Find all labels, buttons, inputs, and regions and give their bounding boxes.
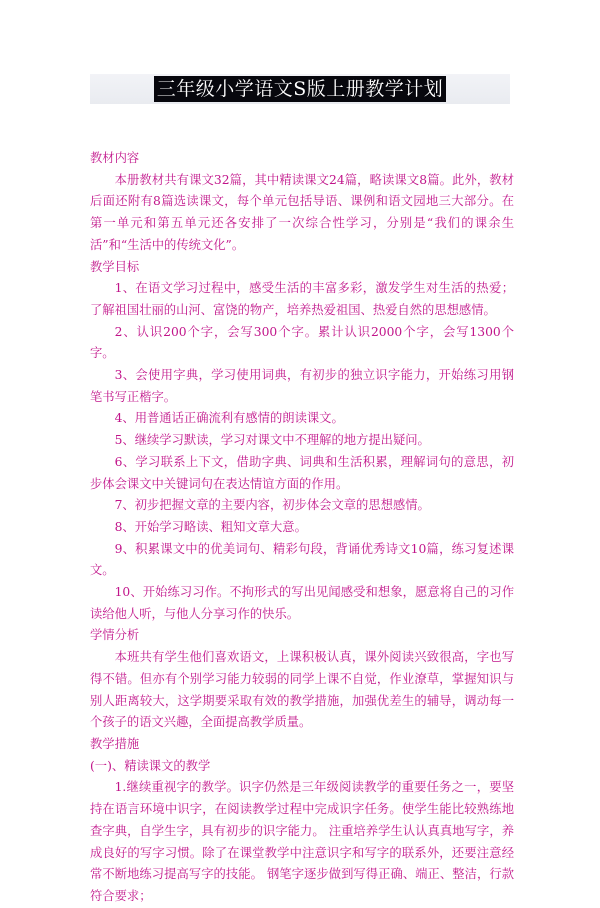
section-heading-analysis: 学情分析 — [90, 628, 140, 643]
goal-item-5: 5、继续学习默读，学习对课文中不理解的地方提出疑问。 — [114, 433, 430, 448]
goal-item-2: 2、认识200个字，会写300个字。累计认识2000个字，会写1300个字。 — [90, 324, 514, 361]
goal-item-9: 9、积累课文中的优美词句、精彩句段，背诵优秀诗文10篇，练习复述课文。 — [90, 541, 514, 578]
section-heading-materials: 教材内容 — [90, 151, 140, 165]
section-heading-goals: 教学目标 — [90, 259, 140, 274]
paragraph-materials: 本册教材共有课文32篇，其中精读课文24篇，略读课文8篇。此外，教材后面还附有8篇选读课文，每个单元包括导语、课例和语文园地三大部分。在第一单元和第五单元还各安排了一次综合性学习，分别是“我们的课余生活”和“生活中的传统文化”。 — [90, 172, 514, 252]
goal-item-6: 6、学习联系上下文，借助字典、词典和生活积累，理解词句的意思，初步体会课文中关键词句在表达情谊方面的作用。 — [90, 454, 514, 491]
paragraph-measure-1: 1.继续重视字的教学。识字仍然是三年级阅读教学的重要任务之一，要坚持在语言环境中识字，在阅读教学过程中完成识字任务。使学生能比较熟练地查字典，自学生字，具有初步的识字能力。 注重培养学生认认真真地写字，养成良好的写字习惯。除了在课堂教学中注意识字和写字的联系外，还要注意经常不断地练习提高写字的技能。 钢笔字逐步做到写得正确、端正、整洁，行款符合要求； — [90, 780, 514, 903]
goal-item-1: 1、在语文学习过程中，感受生活的丰富多彩，激发学生对生活的热爱；了解祖国壮丽的山河、富饶的物产，培养热爱祖国、热爱自然的思想感情。 — [90, 281, 514, 317]
goal-item-8: 8、开始学习略读、粗知文章大意。 — [114, 519, 307, 534]
document-body — [90, 148, 514, 908]
paragraph-analysis: 本班共有学生他们喜欢语文，上课积极认真，课外阅读兴致很高，字也写得不错。但亦有个别学习能力较弱的同学上课不自觉，作业潦草，掌握知识与别人距离较大，这学期要采取有效的教学措施，加强优差生的辅导，调动每一个孩子的语文兴趣，全面提高教学质量。 — [90, 650, 514, 730]
page-title: 三年级小学语文S版上册教学计划 — [154, 76, 447, 102]
goal-item-10: 10、开始练习习作。不拘形式的写出见闻感受和想象，愿意将自己的习作读给他人听，与他人分享习作的快乐。 — [90, 585, 514, 621]
subsection-heading-intensive-reading: (一)、精读课文的教学 — [90, 758, 211, 773]
section-heading-measures: 教学措施 — [90, 736, 140, 751]
title-banner — [90, 74, 510, 104]
goal-item-4: 4、用普通话正确流利有感情的朗读课文。 — [114, 411, 344, 426]
goal-item-7: 7、初步把握文章的主要内容，初步体会文章的思想感情。 — [114, 498, 430, 513]
goal-item-3: 3、会使用字典，学习使用词典，有初步的独立识字能力，开始练习用钢笔书写正楷字。 — [90, 368, 514, 404]
